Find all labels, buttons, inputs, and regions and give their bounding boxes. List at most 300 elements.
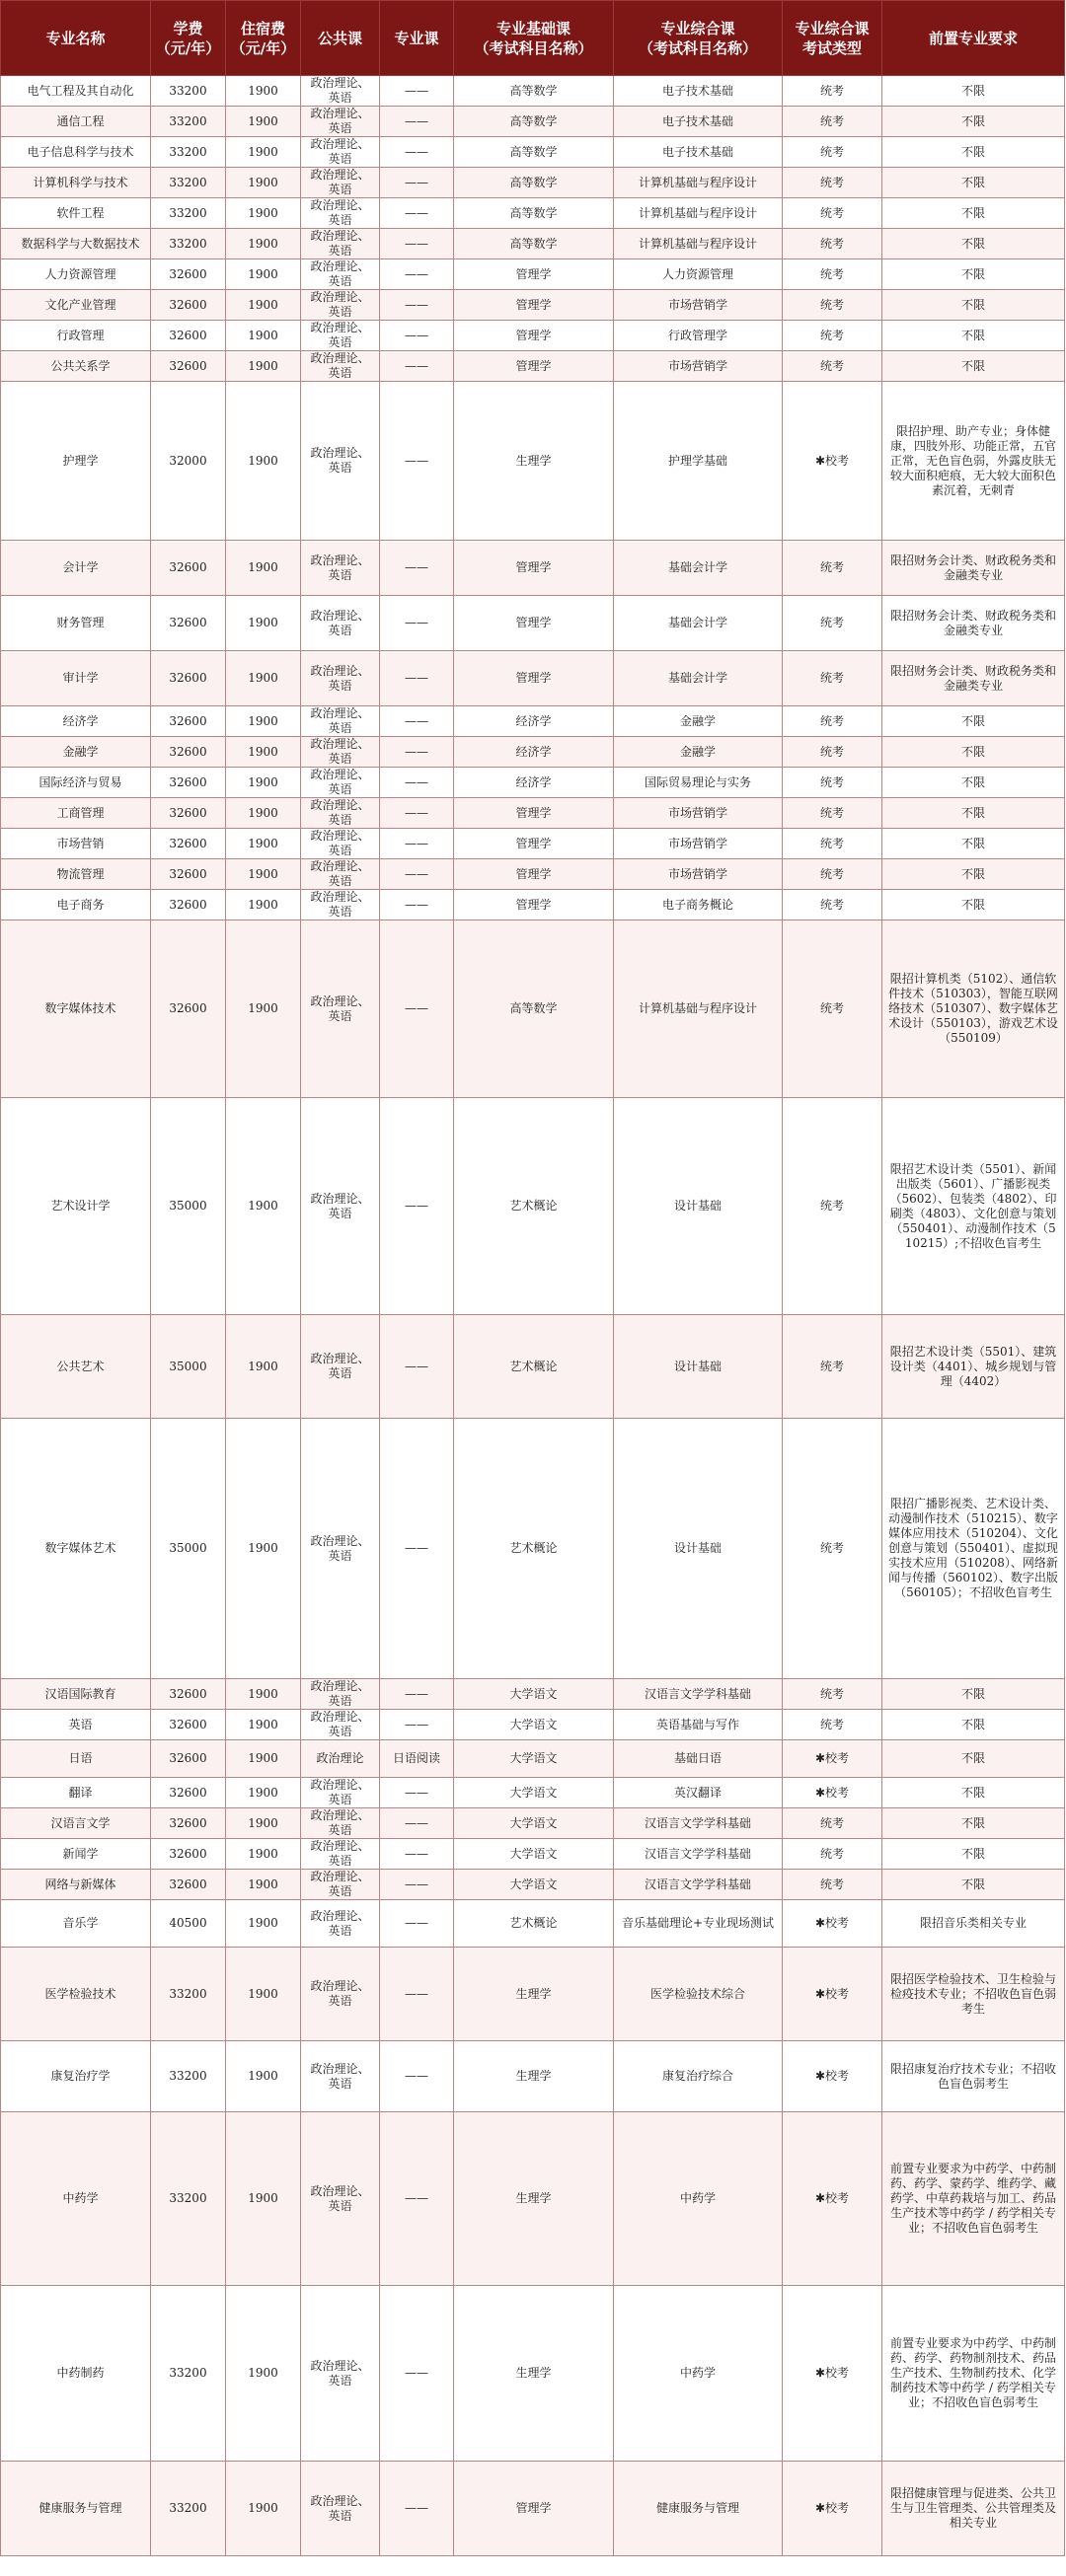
lodging-fee-cell: 1900 <box>226 382 301 541</box>
exam-type-cell: 统考 <box>783 76 882 107</box>
prerequisite-requirement-cell: 不限 <box>882 198 1065 229</box>
specialized-course-cell: —— <box>380 1098 454 1315</box>
tuition-fee-cell: 32000 <box>151 382 226 541</box>
specialized-course-cell: —— <box>380 596 454 651</box>
comprehensive-course-cell: 汉语言文学学科基础 <box>614 1870 783 1900</box>
major-name-cell: 数据科学与大数据技术 <box>1 229 151 259</box>
prerequisite-requirement-cell: 限招医学检验技术、卫生检验与检疫技术专业；不招收色盲色弱考生 <box>882 1948 1065 2041</box>
basic-course-cell: 生理学 <box>454 2112 614 2286</box>
lodging-fee-cell: 1900 <box>226 829 301 859</box>
public-course-cell: 政治理论、英语 <box>301 198 380 229</box>
specialized-course-cell: —— <box>380 651 454 706</box>
lodging-fee-cell: 1900 <box>226 107 301 137</box>
exam-type-cell: 统考 <box>783 1870 882 1900</box>
exam-type-cell: 统考 <box>783 859 882 890</box>
lodging-fee-cell: 1900 <box>226 706 301 737</box>
major-name-cell: 医学检验技术 <box>1 1948 151 2041</box>
tuition-fee-cell: 32600 <box>151 259 226 290</box>
header-public-course: 公共课 <box>301 1 380 76</box>
lodging-fee-cell: 1900 <box>226 2286 301 2462</box>
public-course-cell: 政治理论、英语 <box>301 798 380 829</box>
table-row <box>1 2041 1065 2112</box>
table-row <box>1 1808 1065 1839</box>
public-course-cell: 政治理论、英语 <box>301 1900 380 1948</box>
specialized-course-cell: —— <box>380 1808 454 1839</box>
lodging-fee-cell: 1900 <box>226 229 301 259</box>
major-name-cell: 艺术设计学 <box>1 1098 151 1315</box>
basic-course-cell: 生理学 <box>454 2286 614 2462</box>
specialized-course-cell: —— <box>380 1778 454 1808</box>
major-name-cell: 新闻学 <box>1 1839 151 1870</box>
tuition-fee-cell: 33200 <box>151 76 226 107</box>
comprehensive-course-cell: 电子技术基础 <box>614 107 783 137</box>
public-course-cell: 政治理论、英语 <box>301 737 380 768</box>
prerequisite-requirement-cell: 不限 <box>882 229 1065 259</box>
major-name-cell: 物流管理 <box>1 859 151 890</box>
tuition-fee-cell: 32600 <box>151 290 226 321</box>
basic-course-cell: 生理学 <box>454 2041 614 2112</box>
header-major: 专业名称 <box>1 1 151 76</box>
table-row <box>1 2286 1065 2462</box>
tuition-fee-cell: 33200 <box>151 229 226 259</box>
table-row <box>1 890 1065 920</box>
lodging-fee-cell: 1900 <box>226 1778 301 1808</box>
comprehensive-course-cell: 金融学 <box>614 737 783 768</box>
public-course-cell: 政治理论、英语 <box>301 229 380 259</box>
table-row <box>1 198 1065 229</box>
exam-type-cell: ✱校考 <box>783 2041 882 2112</box>
lodging-fee-cell: 1900 <box>226 890 301 920</box>
public-course-cell: 政治理论、英语 <box>301 107 380 137</box>
public-course-cell: 政治理论、英语 <box>301 321 380 351</box>
tuition-fee-cell: 33200 <box>151 168 226 198</box>
public-course-cell: 政治理论、英语 <box>301 168 380 198</box>
table-row <box>1 798 1065 829</box>
table-row <box>1 229 1065 259</box>
specialized-course-cell: —— <box>380 137 454 168</box>
basic-course-cell: 管理学 <box>454 321 614 351</box>
major-name-cell: 音乐学 <box>1 1900 151 1948</box>
basic-course-cell: 经济学 <box>454 706 614 737</box>
basic-course-cell: 高等数学 <box>454 168 614 198</box>
tuition-fee-cell: 32600 <box>151 706 226 737</box>
basic-course-cell: 生理学 <box>454 382 614 541</box>
comprehensive-course-cell: 康复治疗综合 <box>614 2041 783 2112</box>
lodging-fee-cell: 1900 <box>226 137 301 168</box>
specialized-course-cell: —— <box>380 382 454 541</box>
exam-type-cell: ✱校考 <box>783 1740 882 1778</box>
exam-type-cell: 统考 <box>783 1315 882 1419</box>
table-row <box>1 1740 1065 1778</box>
major-name-cell: 英语 <box>1 1710 151 1740</box>
comprehensive-course-cell: 中药学 <box>614 2286 783 2462</box>
basic-course-cell: 大学语文 <box>454 1808 614 1839</box>
table-row <box>1 2462 1065 2556</box>
comprehensive-course-cell: 电子商务概论 <box>614 890 783 920</box>
prerequisite-requirement-cell: 不限 <box>882 768 1065 798</box>
table-row <box>1 168 1065 198</box>
exam-type-cell: ✱校考 <box>783 2112 882 2286</box>
prerequisite-requirement-cell: 不限 <box>882 76 1065 107</box>
specialized-course-cell: —— <box>380 1948 454 2041</box>
comprehensive-course-cell: 中药学 <box>614 2112 783 2286</box>
comprehensive-course-cell: 计算机基础与程序设计 <box>614 168 783 198</box>
exam-type-cell: 统考 <box>783 1419 882 1679</box>
major-name-cell: 行政管理 <box>1 321 151 351</box>
major-name-cell: 汉语言文学 <box>1 1808 151 1839</box>
prerequisite-requirement-cell: 限招财务会计类、财政税务类和金融类专业 <box>882 651 1065 706</box>
specialized-course-cell: —— <box>380 2286 454 2462</box>
basic-course-cell: 管理学 <box>454 541 614 596</box>
public-course-cell: 政治理论、英语 <box>301 651 380 706</box>
comprehensive-course-cell: 英汉翻译 <box>614 1778 783 1808</box>
exam-type-cell: 统考 <box>783 351 882 382</box>
table-row <box>1 596 1065 651</box>
major-name-cell: 审计学 <box>1 651 151 706</box>
tuition-fee-cell: 32600 <box>151 1808 226 1839</box>
comprehensive-course-cell: 国际贸易理论与实务 <box>614 768 783 798</box>
comprehensive-course-cell: 市场营销学 <box>614 351 783 382</box>
exam-type-cell: 统考 <box>783 829 882 859</box>
tuition-fee-cell: 35000 <box>151 1419 226 1679</box>
major-name-cell: 数字媒体艺术 <box>1 1419 151 1679</box>
public-course-cell: 政治理论、英语 <box>301 1098 380 1315</box>
tuition-fee-cell: 32600 <box>151 859 226 890</box>
table-row <box>1 259 1065 290</box>
prerequisite-requirement-cell: 不限 <box>882 168 1065 198</box>
prerequisite-requirement-cell: 不限 <box>882 1710 1065 1740</box>
tuition-fee-cell: 35000 <box>151 1315 226 1419</box>
major-name-cell: 数字媒体技术 <box>1 920 151 1098</box>
table-row <box>1 1839 1065 1870</box>
public-course-cell: 政治理论、英语 <box>301 351 380 382</box>
public-course-cell: 政治理论、英语 <box>301 259 380 290</box>
tuition-fee-cell: 32600 <box>151 829 226 859</box>
exam-type-cell: ✱校考 <box>783 2286 882 2462</box>
major-name-cell: 金融学 <box>1 737 151 768</box>
exam-type-cell: 统考 <box>783 168 882 198</box>
prerequisite-requirement-cell: 不限 <box>882 259 1065 290</box>
prerequisite-requirement-cell: 限招财务会计类、财政税务类和金融类专业 <box>882 596 1065 651</box>
prerequisite-requirement-cell: 不限 <box>882 859 1065 890</box>
major-name-cell: 康复治疗学 <box>1 2041 151 2112</box>
comprehensive-course-cell: 健康服务与管理 <box>614 2462 783 2556</box>
public-course-cell: 政治理论、英语 <box>301 768 380 798</box>
lodging-fee-cell: 1900 <box>226 198 301 229</box>
tuition-fee-cell: 33200 <box>151 2041 226 2112</box>
basic-course-cell: 管理学 <box>454 259 614 290</box>
basic-course-cell: 高等数学 <box>454 107 614 137</box>
major-name-cell: 汉语国际教育 <box>1 1679 151 1710</box>
lodging-fee-cell: 1900 <box>226 351 301 382</box>
lodging-fee-cell: 1900 <box>226 737 301 768</box>
specialized-course-cell: —— <box>380 737 454 768</box>
header-exam-type: 专业综合课 考试类型 <box>783 1 882 76</box>
tuition-fee-cell: 32600 <box>151 1839 226 1870</box>
public-course-cell: 政治理论、英语 <box>301 76 380 107</box>
major-name-cell: 公共关系学 <box>1 351 151 382</box>
major-name-cell: 电子信息科学与技术 <box>1 137 151 168</box>
tuition-fee-cell: 32600 <box>151 651 226 706</box>
lodging-fee-cell: 1900 <box>226 1740 301 1778</box>
specialized-course-cell: —— <box>380 920 454 1098</box>
public-course-cell: 政治理论、英语 <box>301 1948 380 2041</box>
public-course-cell: 政治理论、英语 <box>301 382 380 541</box>
specialized-course-cell: —— <box>380 1839 454 1870</box>
prerequisite-requirement-cell: 前置专业要求为中药学、中药制药、药学、药物制剂技术、药品生产技术、生物制药技术、化学制药技术等中药学 / 药学相关专业；不招收色盲色弱考生 <box>882 2286 1065 2462</box>
comprehensive-course-cell: 基础会计学 <box>614 541 783 596</box>
prerequisite-requirement-cell: 限招护理、助产专业；身体健康，四肢外形、功能正常，五官正常，无色盲色弱，外露皮肤无较大面积疤痕，无大较大面积色素沉着，无刺青 <box>882 382 1065 541</box>
lodging-fee-cell: 1900 <box>226 259 301 290</box>
specialized-course-cell: 日语阅读 <box>380 1740 454 1778</box>
basic-course-cell: 管理学 <box>454 798 614 829</box>
prerequisite-requirement-cell: 不限 <box>882 829 1065 859</box>
lodging-fee-cell: 1900 <box>226 1948 301 2041</box>
exam-type-cell: ✱校考 <box>783 1948 882 2041</box>
lodging-fee-cell: 1900 <box>226 1419 301 1679</box>
lodging-fee-cell: 1900 <box>226 1679 301 1710</box>
public-course-cell: 政治理论、英语 <box>301 1870 380 1900</box>
comprehensive-course-cell: 医学检验技术综合 <box>614 1948 783 2041</box>
table-row <box>1 1900 1065 1948</box>
table-row <box>1 137 1065 168</box>
table-row <box>1 321 1065 351</box>
tuition-fee-cell: 32600 <box>151 1778 226 1808</box>
table-body <box>1 76 1065 2556</box>
tuition-fee-cell: 32600 <box>151 890 226 920</box>
specialized-course-cell: —— <box>380 1870 454 1900</box>
tuition-fee-cell: 32600 <box>151 768 226 798</box>
major-name-cell: 公共艺术 <box>1 1315 151 1419</box>
public-course-cell: 政治理论、英语 <box>301 1315 380 1419</box>
basic-course-cell: 大学语文 <box>454 1710 614 1740</box>
specialized-course-cell: —— <box>380 859 454 890</box>
prerequisite-requirement-cell: 不限 <box>882 798 1065 829</box>
exam-type-cell: 统考 <box>783 920 882 1098</box>
lodging-fee-cell: 1900 <box>226 1710 301 1740</box>
specialized-course-cell: —— <box>380 890 454 920</box>
basic-course-cell: 生理学 <box>454 1948 614 2041</box>
table-row <box>1 920 1065 1098</box>
major-name-cell: 文化产业管理 <box>1 290 151 321</box>
specialized-course-cell: —— <box>380 1900 454 1948</box>
prerequisite-requirement-cell: 限招财务会计类、财政税务类和金融类专业 <box>882 541 1065 596</box>
lodging-fee-cell: 1900 <box>226 798 301 829</box>
basic-course-cell: 大学语文 <box>454 1870 614 1900</box>
comprehensive-course-cell: 设计基础 <box>614 1419 783 1679</box>
lodging-fee-cell: 1900 <box>226 2041 301 2112</box>
tuition-fee-cell: 32600 <box>151 1740 226 1778</box>
basic-course-cell: 大学语文 <box>454 1740 614 1778</box>
tuition-fee-cell: 33200 <box>151 198 226 229</box>
comprehensive-course-cell: 基础日语 <box>614 1740 783 1778</box>
public-course-cell: 政治理论、英语 <box>301 596 380 651</box>
exam-type-cell: 统考 <box>783 541 882 596</box>
prerequisite-requirement-cell: 不限 <box>882 321 1065 351</box>
basic-course-cell: 管理学 <box>454 2462 614 2556</box>
table-row <box>1 1419 1065 1679</box>
major-name-cell: 软件工程 <box>1 198 151 229</box>
specialized-course-cell: —— <box>380 798 454 829</box>
major-name-cell: 财务管理 <box>1 596 151 651</box>
comprehensive-course-cell: 计算机基础与程序设计 <box>614 920 783 1098</box>
public-course-cell: 政治理论、英语 <box>301 290 380 321</box>
lodging-fee-cell: 1900 <box>226 1870 301 1900</box>
specialized-course-cell: —— <box>380 1419 454 1679</box>
major-name-cell: 中药制药 <box>1 2286 151 2462</box>
basic-course-cell: 大学语文 <box>454 1778 614 1808</box>
specialized-course-cell: —— <box>380 76 454 107</box>
public-course-cell: 政治理论、英语 <box>301 2041 380 2112</box>
basic-course-cell: 高等数学 <box>454 198 614 229</box>
comprehensive-course-cell: 人力资源管理 <box>614 259 783 290</box>
comprehensive-course-cell: 市场营销学 <box>614 829 783 859</box>
table-row <box>1 829 1065 859</box>
major-name-cell: 国际经济与贸易 <box>1 768 151 798</box>
table-row <box>1 351 1065 382</box>
comprehensive-course-cell: 基础会计学 <box>614 651 783 706</box>
basic-course-cell: 艺术概论 <box>454 1419 614 1679</box>
lodging-fee-cell: 1900 <box>226 1315 301 1419</box>
lodging-fee-cell: 1900 <box>226 321 301 351</box>
tuition-fee-cell: 33200 <box>151 1948 226 2041</box>
exam-type-cell: 统考 <box>783 706 882 737</box>
prerequisite-requirement-cell: 不限 <box>882 107 1065 137</box>
lodging-fee-cell: 1900 <box>226 168 301 198</box>
lodging-fee-cell: 1900 <box>226 768 301 798</box>
tuition-fee-cell: 32600 <box>151 1870 226 1900</box>
basic-course-cell: 管理学 <box>454 596 614 651</box>
basic-course-cell: 管理学 <box>454 890 614 920</box>
tuition-fee-cell: 32600 <box>151 321 226 351</box>
basic-course-cell: 经济学 <box>454 737 614 768</box>
prerequisite-requirement-cell: 限招健康管理与促进类、公共卫生与卫生管理类、公共管理类及相关专业 <box>882 2462 1065 2556</box>
major-name-cell: 通信工程 <box>1 107 151 137</box>
tuition-fee-cell: 35000 <box>151 1098 226 1315</box>
header-lodging: 住宿费 （元/年） <box>226 1 301 76</box>
exam-type-cell: 统考 <box>783 768 882 798</box>
specialized-course-cell: —— <box>380 1315 454 1419</box>
major-name-cell: 翻译 <box>1 1778 151 1808</box>
major-name-cell: 市场营销 <box>1 829 151 859</box>
lodging-fee-cell: 1900 <box>226 920 301 1098</box>
exam-type-cell: 统考 <box>783 137 882 168</box>
table-row <box>1 1315 1065 1419</box>
major-name-cell: 工商管理 <box>1 798 151 829</box>
exam-type-cell: 统考 <box>783 259 882 290</box>
comprehensive-course-cell: 设计基础 <box>614 1098 783 1315</box>
comprehensive-course-cell: 计算机基础与程序设计 <box>614 198 783 229</box>
tuition-fee-cell: 32600 <box>151 541 226 596</box>
lodging-fee-cell: 1900 <box>226 859 301 890</box>
lodging-fee-cell: 1900 <box>226 76 301 107</box>
public-course-cell: 政治理论 <box>301 1740 380 1778</box>
public-course-cell: 政治理论、英语 <box>301 859 380 890</box>
header-comprehensive-course: 专业综合课 （考试科目名称） <box>614 1 783 76</box>
exam-type-cell: 统考 <box>783 198 882 229</box>
basic-course-cell: 管理学 <box>454 859 614 890</box>
exam-type-cell: 统考 <box>783 1679 882 1710</box>
comprehensive-course-cell: 汉语言文学学科基础 <box>614 1808 783 1839</box>
basic-course-cell: 高等数学 <box>454 920 614 1098</box>
major-name-cell: 健康服务与管理 <box>1 2462 151 2556</box>
table-row <box>1 541 1065 596</box>
major-name-cell: 人力资源管理 <box>1 259 151 290</box>
tuition-fee-cell: 32600 <box>151 920 226 1098</box>
comprehensive-course-cell: 金融学 <box>614 706 783 737</box>
exam-type-cell: ✱校考 <box>783 2462 882 2556</box>
table-row <box>1 651 1065 706</box>
prerequisite-requirement-cell: 限招艺术设计类（5501）、建筑设计类（4401）、城乡规划与管理（4402） <box>882 1315 1065 1419</box>
table-row <box>1 768 1065 798</box>
exam-type-cell: 统考 <box>783 890 882 920</box>
lodging-fee-cell: 1900 <box>226 1900 301 1948</box>
major-name-cell: 护理学 <box>1 382 151 541</box>
basic-course-cell: 管理学 <box>454 351 614 382</box>
table-row <box>1 737 1065 768</box>
public-course-cell: 政治理论、英语 <box>301 137 380 168</box>
public-course-cell: 政治理论、英语 <box>301 541 380 596</box>
lodging-fee-cell: 1900 <box>226 541 301 596</box>
table-row <box>1 1948 1065 2041</box>
table-row <box>1 107 1065 137</box>
prerequisite-requirement-cell: 不限 <box>882 1808 1065 1839</box>
basic-course-cell: 高等数学 <box>454 137 614 168</box>
header-requirement: 前置专业要求 <box>882 1 1065 76</box>
table-row <box>1 1710 1065 1740</box>
specialized-course-cell: —— <box>380 768 454 798</box>
major-name-cell: 经济学 <box>1 706 151 737</box>
basic-course-cell: 管理学 <box>454 290 614 321</box>
lodging-fee-cell: 1900 <box>226 290 301 321</box>
lodging-fee-cell: 1900 <box>226 2112 301 2286</box>
tuition-fee-cell: 33200 <box>151 2112 226 2286</box>
public-course-cell: 政治理论、英语 <box>301 920 380 1098</box>
basic-course-cell: 高等数学 <box>454 76 614 107</box>
lodging-fee-cell: 1900 <box>226 1808 301 1839</box>
exam-type-cell: 统考 <box>783 798 882 829</box>
specialized-course-cell: —— <box>380 1679 454 1710</box>
exam-type-cell: 统考 <box>783 107 882 137</box>
tuition-fee-cell: 32600 <box>151 596 226 651</box>
prerequisite-requirement-cell: 不限 <box>882 1679 1065 1710</box>
table-row <box>1 76 1065 107</box>
lodging-fee-cell: 1900 <box>226 2462 301 2556</box>
public-course-cell: 政治理论、英语 <box>301 1778 380 1808</box>
comprehensive-course-cell: 护理学基础 <box>614 382 783 541</box>
lodging-fee-cell: 1900 <box>226 651 301 706</box>
public-course-cell: 政治理论、英语 <box>301 1679 380 1710</box>
specialized-course-cell: —— <box>380 706 454 737</box>
lodging-fee-cell: 1900 <box>226 1839 301 1870</box>
comprehensive-course-cell: 市场营销学 <box>614 859 783 890</box>
comprehensive-course-cell: 计算机基础与程序设计 <box>614 229 783 259</box>
prerequisite-requirement-cell: 不限 <box>882 351 1065 382</box>
exam-type-cell: 统考 <box>783 737 882 768</box>
exam-type-cell: 统考 <box>783 1839 882 1870</box>
basic-course-cell: 大学语文 <box>454 1679 614 1710</box>
exam-type-cell: 统考 <box>783 321 882 351</box>
public-course-cell: 政治理论、英语 <box>301 2462 380 2556</box>
lodging-fee-cell: 1900 <box>226 1098 301 1315</box>
prerequisite-requirement-cell: 不限 <box>882 290 1065 321</box>
exam-type-cell: 统考 <box>783 1710 882 1740</box>
tuition-fee-cell: 33200 <box>151 2286 226 2462</box>
tuition-fee-cell: 33200 <box>151 2462 226 2556</box>
specialized-course-cell: —— <box>380 541 454 596</box>
prerequisite-requirement-cell: 不限 <box>882 1740 1065 1778</box>
table-row <box>1 290 1065 321</box>
